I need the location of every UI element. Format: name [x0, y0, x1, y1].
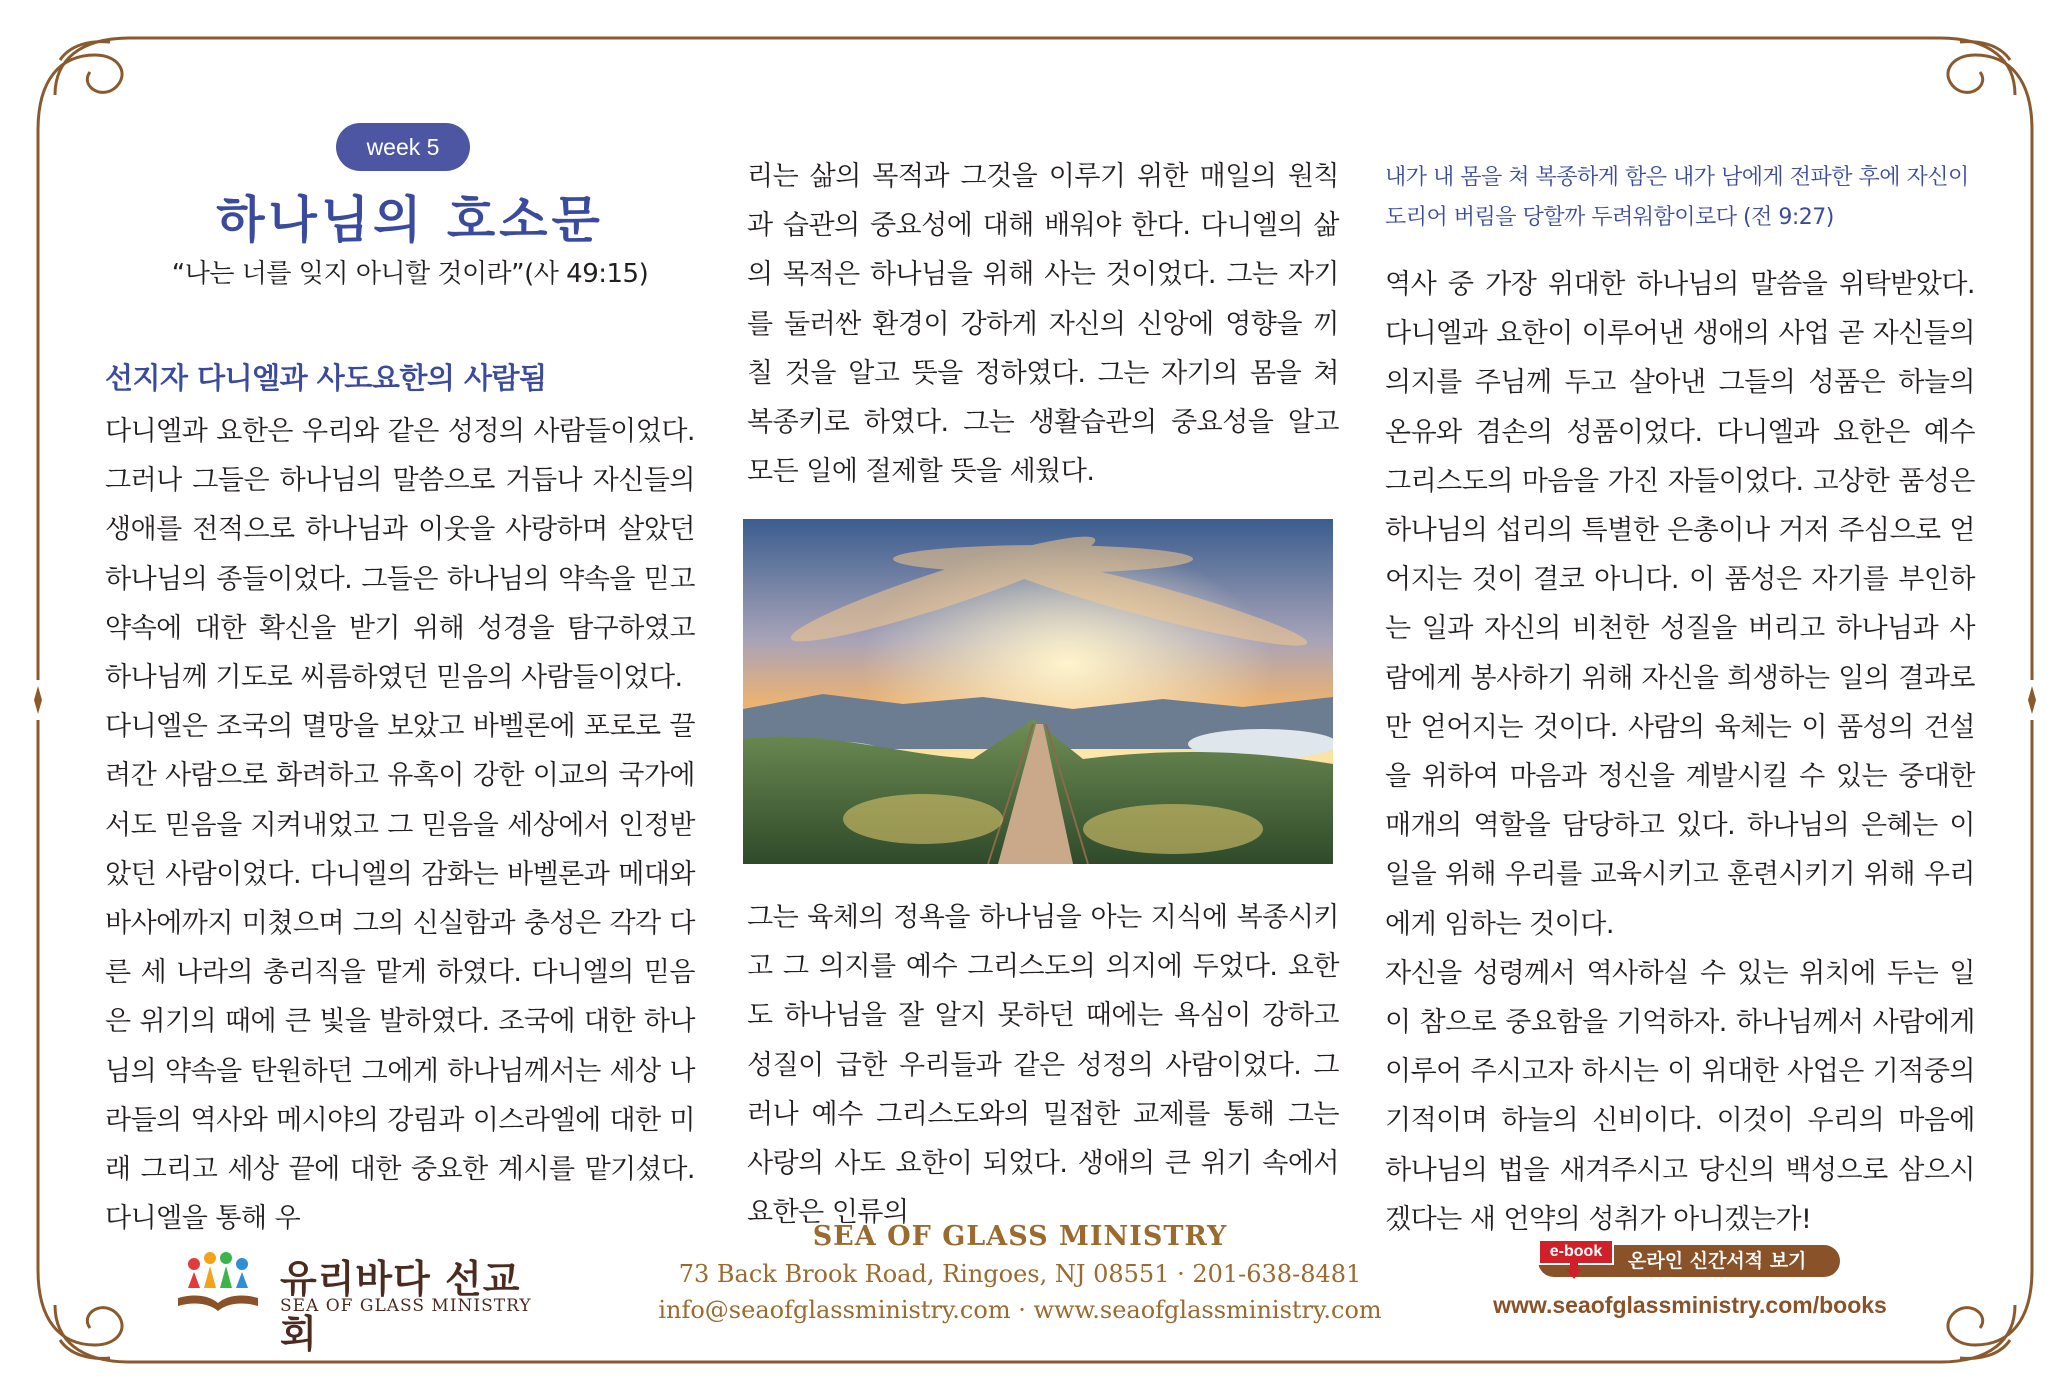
column-2-bottom	[747, 893, 1339, 1237]
page-title: 하나님의 호소문	[216, 191, 604, 249]
ministry-logo[interactable]	[170, 1248, 550, 1356]
column-3	[1385, 260, 1975, 1244]
paragraph: 다니엘은 조국의 멸망을 보았고 바벨론에 포로로 끌려간 사람으로 화려하고 유혹이 강한 이교의 국가에서도 믿음을 지켜내었고 그 믿음을 세상에서 인정받았던 사람이었다. 다니엘의 감화는 바벨론과 메대와 바사에까지 미쳤으며 그의 신실함과 충성은 각각 다른 세 나라의 총리직을 맡게 하였다. 다니엘의 믿음은 위기의 때에 큰 빛을 발하였다. 조국에 대한 하나님의 약속을 탄원하던 그에게 하나님께서는 세상 나라들의 역사와 메시야의 강림과 이스라엘에 대한 미래 그리고 세상 끝에 대한 중요한 계시를 맡기셨다. 다니엘을 통해 우	[105, 711, 695, 1235]
ebook-tag: e-book	[1538, 1239, 1614, 1265]
section-heading: 선지자 다니엘과 사도요한의 사람됨	[105, 361, 547, 395]
books-link[interactable]: www.seaofglassministry.com/books	[1493, 1292, 1887, 1318]
logo-english-name: SEA OF GLASS MINISTRY	[280, 1296, 532, 1316]
paragraph: 리는 삶의 목적과 그것을 이루기 위한 매일의 원칙과 습관의 중요성에 대해 배워야 한다. 다니엘의 삶의 목적은 하나님을 위해 사는 것이었다. 그는 자기를 둘러싼 환경이 강하게 자신의 신앙에 영향을 끼칠 것을 알고 뜻을 정하였다. 그는 자기의 몸을 쳐 복종키로 하였다. 그는 생활습관의 중요성을 알고 모든 일에 절제할 뜻을 세웠다.	[747, 161, 1339, 488]
paragraph: 자신을 성령께서 역사하실 수 있는 위치에 두는 일이 참으로 중요함을 기억하자. 하나님께서 사람에게 이루어 주시고자 하시는 이 위대한 사업은 기적중의 기적이며 하늘의 신비이다. 이것이 우리의 마음에 하나님의 법을 새겨주시고 당신의 백성으로 삼으시겠다는 새 언약의 성취가 아니겠는가!	[1385, 957, 1975, 1235]
week-badge: week 5	[336, 123, 470, 171]
column-1	[105, 407, 695, 1243]
contact-block	[610, 1218, 1430, 1328]
paragraph: 그는 육체의 정욕을 하나님을 아는 지식에 복종시키고 그 의지를 예수 그리스도의 의지에 두었다. 요한도 하나님을 잘 알지 못하던 때에는 욕심이 강하고 성질이 급한 우리들과 같은 성정의 사람이었다. 그러나 예수 그리스도와의 밀접한 교제를 통해 그는 사랑의 사도 요한이 되었다. 생애의 큰 위기 속에서 요한은 인류의	[747, 902, 1339, 1229]
paragraph: 역사 중 가장 위대한 하나님의 말씀을 위탁받았다. 다니엘과 요한이 이루어낸 생애의 사업 곧 자신들의 의지를 주님께 두고 살아낸 그들의 성품은 하늘의 온유와 겸손의 성품이었다. 다니엘과 요한은 예수 그리스도의 마음을 가진 자들이었다. 고상한 품성은 하나님의 섭리의 특별한 은총이나 거저 주심으로 얻어지는 것이 결코 아니다. 이 품성은 자기를 부인하는 일과 자신의 비천한 성질을 버리고 하나님과 사람에게 봉사하기 위해 자신을 희생하는 일의 결과로만 얻어지는 것이다. 사람의 육체는 이 품성의 건설을 위하여 마음과 정신을 계발시킬 수 있는 중대한 매개의 역할을 담당하고 있다. 하나님의 은혜는 이 일을 위해 우리를 교육시키고 훈련시키기 위해 우리에게 임하는 것이다.	[1385, 269, 1975, 940]
logo-korean-name: 유리바다 선교회	[280, 1257, 521, 1356]
contact-links[interactable]: info@seaofglassministry.com · www.seaofglassministry.com	[658, 1296, 1382, 1324]
mountain-path-photo	[743, 519, 1333, 864]
scripture-quote: 내가 내 몸을 쳐 복종하게 함은 내가 남에게 전파한 후에 자신이 도리어 버림을 당할까 두려워함이로다 (전 9:27)	[1385, 165, 1969, 230]
ebook-label: 온라인 신간서적 보기	[1628, 1250, 1807, 1272]
address: 73 Back Brook Road, Ringoes, NJ 08551 · 201-638-8481	[678, 1260, 1362, 1288]
column-2-top	[747, 152, 1339, 496]
paragraph: 다니엘과 요한은 우리와 같은 성정의 사람들이었다. 그러나 그들은 하나님의 말씀으로 거듭나 자신들의 생애를 전적으로 하나님과 이웃을 사랑하며 살았던 하나님의 종들이었다. 그들은 하나님의 약속을 믿고 약속에 대한 확신을 받기 위해 성경을 탐구하였고 하나님께 기도로 씨름하였던 믿음의 사람들이었다.	[105, 416, 695, 694]
title-verse: “나는 너를 잊지 아니할 것이라”(사 49:15)	[171, 259, 649, 289]
org-name: SEA OF GLASS MINISTRY	[812, 1221, 1228, 1252]
ebook-button[interactable]	[1538, 1245, 1840, 1277]
arrow-down-icon	[1566, 1263, 1582, 1279]
logo-emblem-icon	[170, 1248, 266, 1318]
